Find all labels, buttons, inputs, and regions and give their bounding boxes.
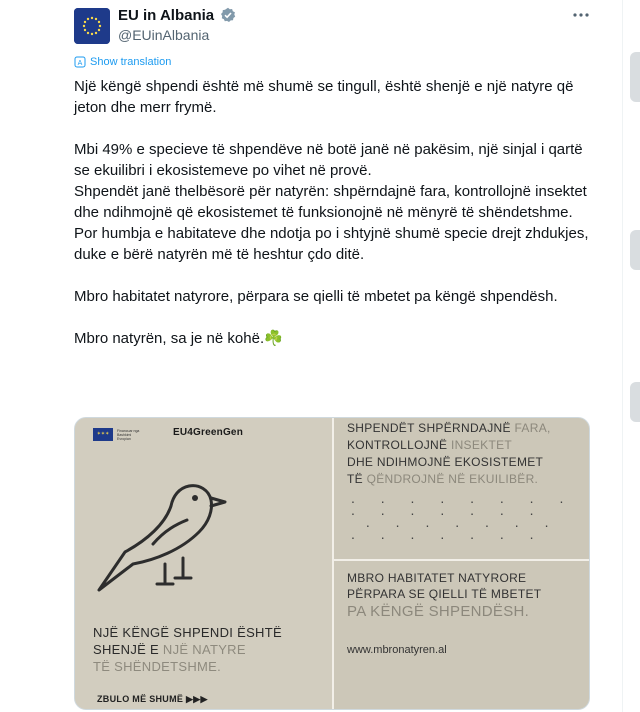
eu-funding-logo bbox=[93, 428, 145, 441]
tweet-header bbox=[74, 6, 594, 46]
verified-badge-icon bbox=[220, 7, 236, 27]
account-handle[interactable]: @EUinAlbania bbox=[118, 27, 210, 43]
tweet-text bbox=[74, 76, 594, 349]
card-call-to-action-text: MBRO HABITATET NATYRORE PËRPARA SE QIELLI TË MBETET PA KËNGË SHPENDËSH. bbox=[347, 571, 542, 620]
scrollbar-thumb-top[interactable] bbox=[630, 52, 640, 102]
card-headline-line-2: SHENJË E NJË NATYRE bbox=[93, 642, 246, 657]
funded-by-text: Financuar nga Bashkimi Evropian bbox=[117, 428, 140, 441]
account-name-row[interactable] bbox=[118, 7, 236, 27]
svg-text:A: A bbox=[77, 60, 83, 67]
more-horizontal-icon[interactable] bbox=[570, 6, 592, 26]
tweet-paragraph-2: Mbi 49% e specieve të shpendëve në botë janë në pakësim, një sinjal i qartë se ekuilibri i ekosistemeve po vihet në provë. bbox=[74, 141, 583, 179]
tweet-paragraph-4: Por humbja e habitateve dhe ndotja po i shtyjnë shumë specie drejt zhdukjes, duke e bërë natyrën më të heshtur çdo ditë. bbox=[74, 225, 589, 263]
brand-logo: EU4GreenGen bbox=[173, 427, 244, 438]
tweet-paragraph-6: Mbro natyrën, sa je në kohë.☘️ bbox=[74, 330, 283, 347]
decorative-dots: . . . . . . . . . . . . . . . . . . . . . . . . . . . . . bbox=[351, 490, 575, 542]
translate-icon bbox=[74, 56, 86, 68]
card-divider-horizontal bbox=[334, 559, 589, 561]
scrollbar-thumb-lower[interactable] bbox=[630, 382, 640, 422]
eu-flag-icon[interactable] bbox=[74, 8, 110, 44]
account-name[interactable]: EU in Albania bbox=[118, 7, 215, 24]
card-headline-line-3: TË SHËNDETSHME. bbox=[93, 659, 222, 674]
show-translation-label[interactable]: Show translation bbox=[90, 56, 172, 68]
tweet-paragraph-3: Shpendët janë thelbësorë për natyrën: shpërndajnë fara, kontrollojnë insektet dhe ndihmojnë që ekosistemet të funksionojnë në mënyrë të shëndetshme. bbox=[74, 183, 587, 221]
card-divider-vertical bbox=[332, 418, 334, 709]
tweet-media-card[interactable] bbox=[74, 417, 590, 710]
tweet-paragraph-5: Mbro habitatet natyrore, përpara se qielli të mbetet pa këngë shpendësh. bbox=[74, 288, 558, 305]
learn-more-button[interactable]: ZBULO MË SHUMË ▶▶▶ bbox=[97, 694, 208, 704]
tweet-paragraph-1: Një këngë shpendi është më shumë se tingull, është shenjë e një natyre që jeton dhe merr frymë. bbox=[74, 78, 574, 116]
card-headline-line-1: NJË KËNGË SHPENDI ËSHTË bbox=[93, 625, 282, 640]
timeline-border bbox=[622, 0, 623, 712]
card-headline bbox=[93, 624, 323, 675]
website-link[interactable]: www.mbronatyren.al bbox=[347, 644, 447, 656]
bird-icon bbox=[95, 480, 245, 600]
card-fact-text: SHPENDËT SHPËRNDAJNË FARA, KONTROLLOJNË INSEKTET DHE NDIHMOJNË EKOSISTEMET TË QËNDROJNË NË EKUILIBËR. bbox=[347, 421, 551, 486]
show-translation-link[interactable] bbox=[74, 56, 171, 68]
eu-flag-small-icon: ✶✶✶ bbox=[93, 428, 113, 441]
scrollbar-thumb-middle[interactable] bbox=[630, 230, 640, 270]
